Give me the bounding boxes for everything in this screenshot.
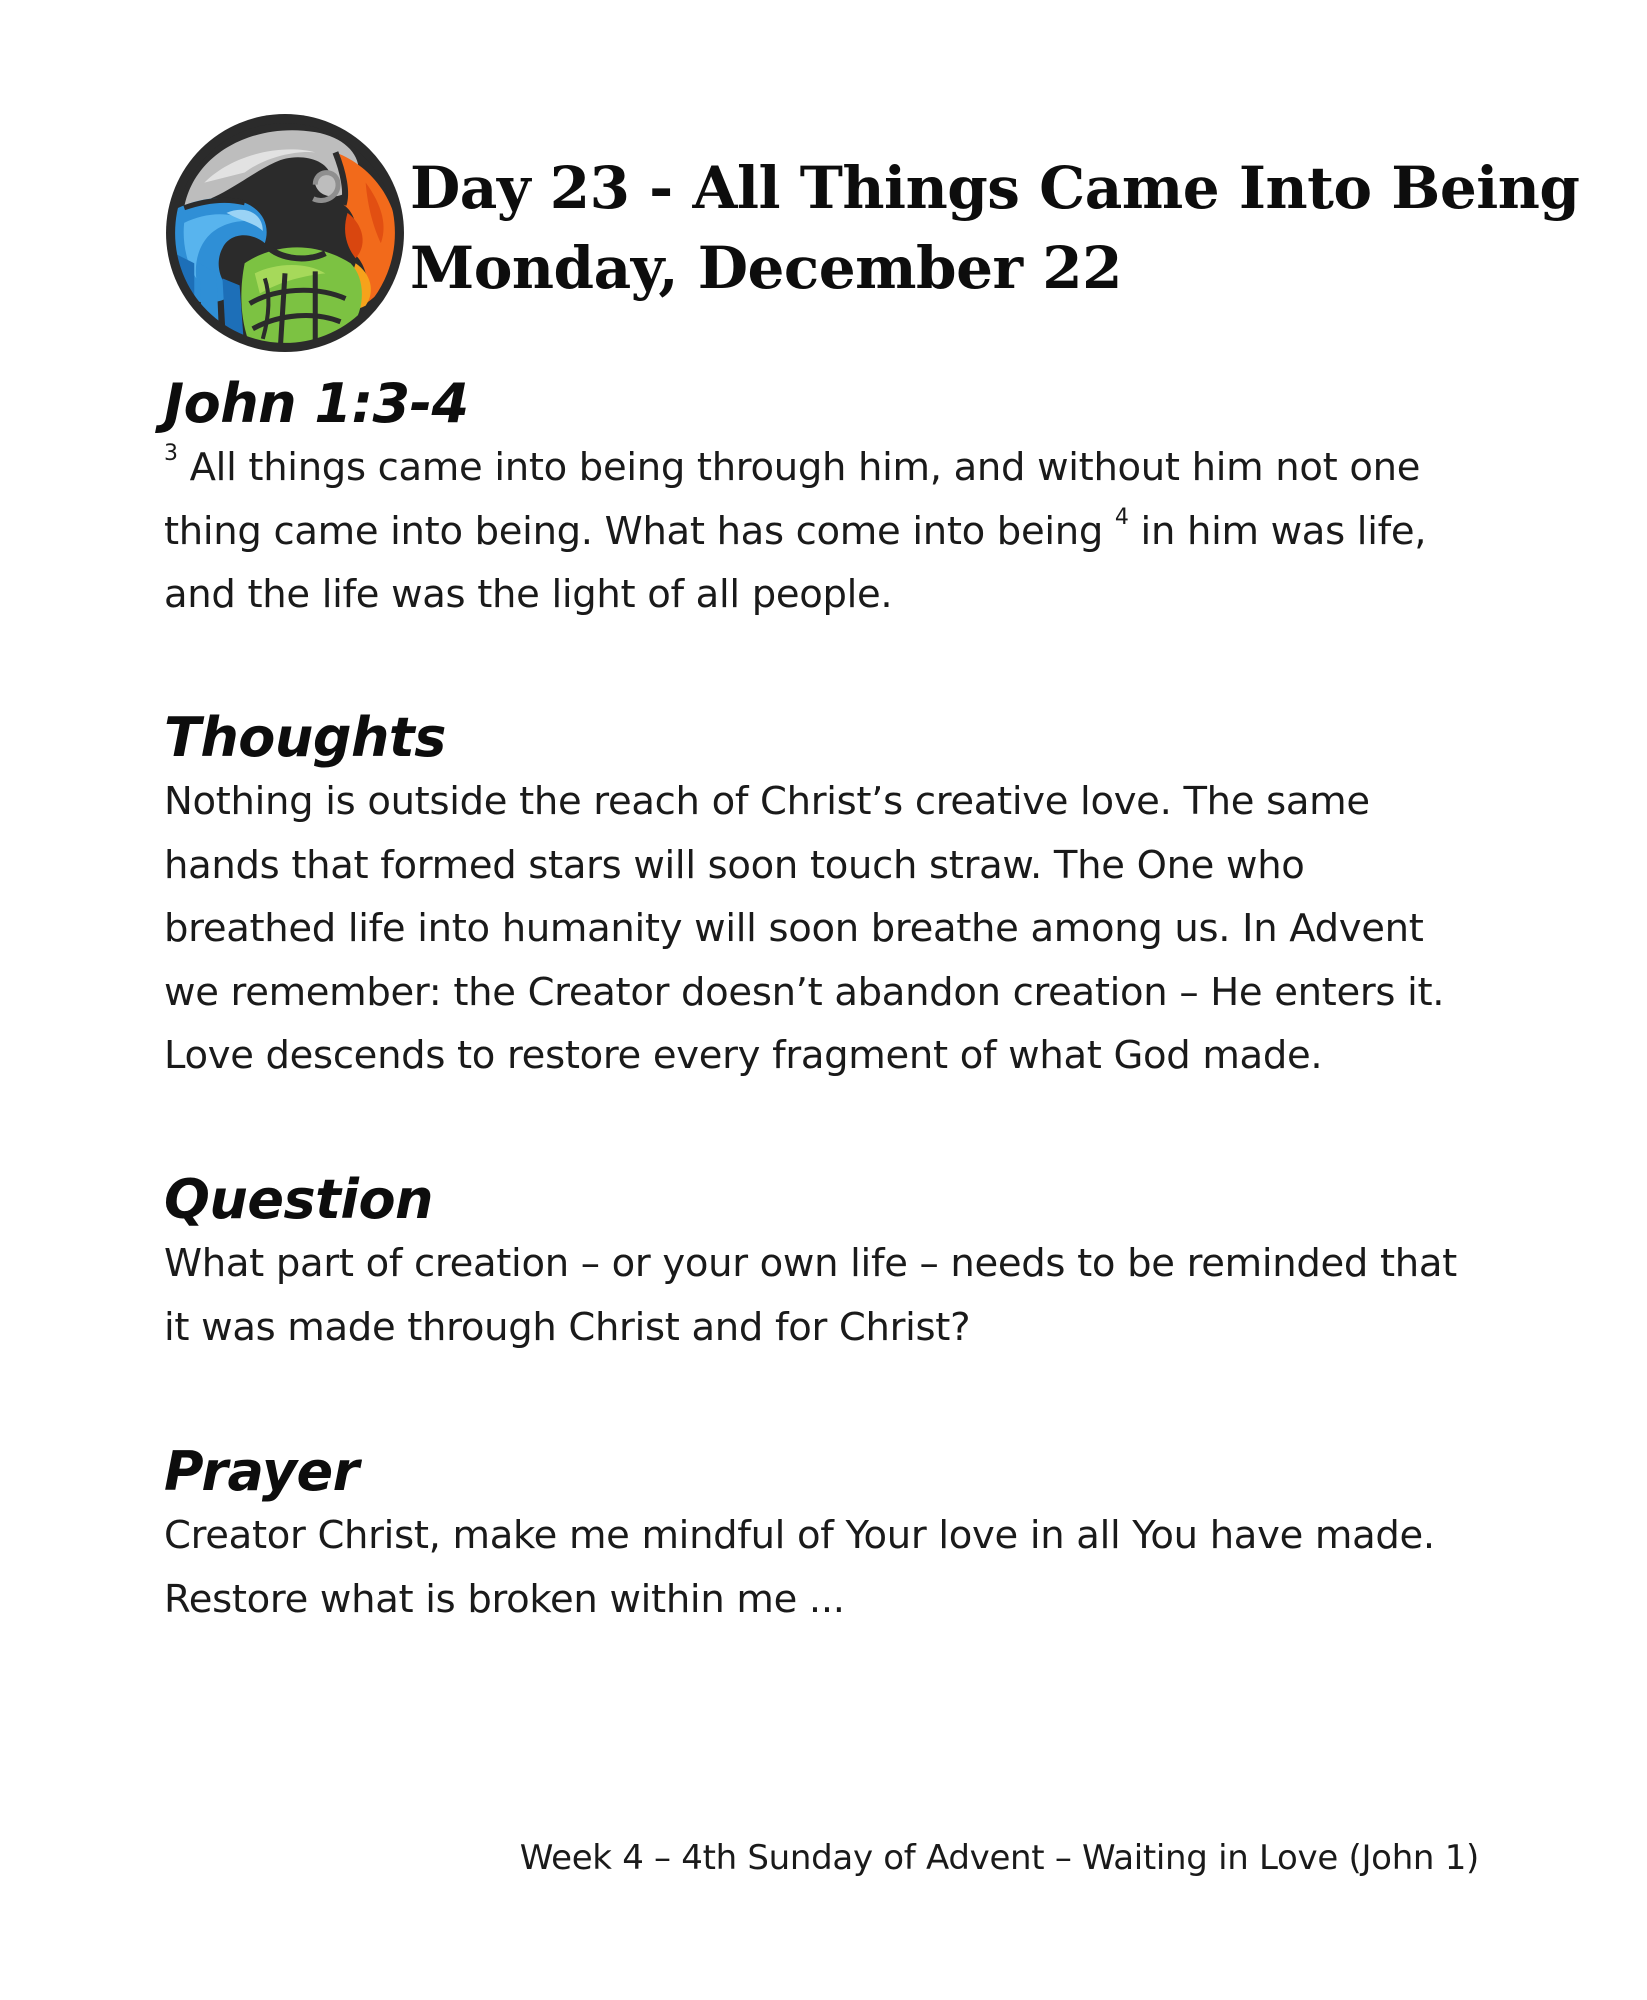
question-text: What part of creation – or your own life – needs to be reminded that it was made through Christ and for Christ?: [164, 1241, 1457, 1350]
verse-number-3: 3: [164, 441, 178, 466]
title-date: Monday, December 22: [410, 234, 1122, 302]
question-heading: Question: [164, 1168, 433, 1231]
title-day: Day 23 - All Things Came Into Being: [410, 154, 1580, 222]
thoughts-heading: Thoughts: [164, 706, 446, 769]
prayer-text: Creator Christ, make me mindful of Your love in all You have made. Restore what is broken within me ...: [164, 1513, 1435, 1622]
scripture-section: [164, 372, 1484, 627]
question-section: [164, 1168, 1484, 1359]
scripture-text: [164, 436, 1484, 627]
thoughts-text: Nothing is outside the reach of Christ’s creative love. The same hands that formed stars will soon touch straw. The One who breathed life into humanity will soon breathe among us. In Advent we remember: the Creator doesn’t abandon creation – He enters it. Love descends to restore every fragment of what God made.: [164, 779, 1445, 1078]
advent-elements-circle-icon: [164, 112, 406, 354]
verse-4-text: in him was life, and the life was the light of all people.: [164, 508, 1427, 617]
page-title: [410, 148, 1610, 308]
prayer-heading: Prayer: [164, 1440, 359, 1503]
thoughts-section: [164, 706, 1484, 1088]
verse-3-text: All things came into being through him, and without him not one thing came into being. What has come into being: [164, 445, 1421, 554]
footer-week-label: Week 4 – 4th Sunday of Advent – Waiting in Love (John 1): [519, 1838, 1479, 1878]
prayer-section: [164, 1440, 1484, 1631]
scripture-heading: John 1:3-4: [164, 372, 469, 435]
verse-number-4: 4: [1114, 504, 1129, 530]
